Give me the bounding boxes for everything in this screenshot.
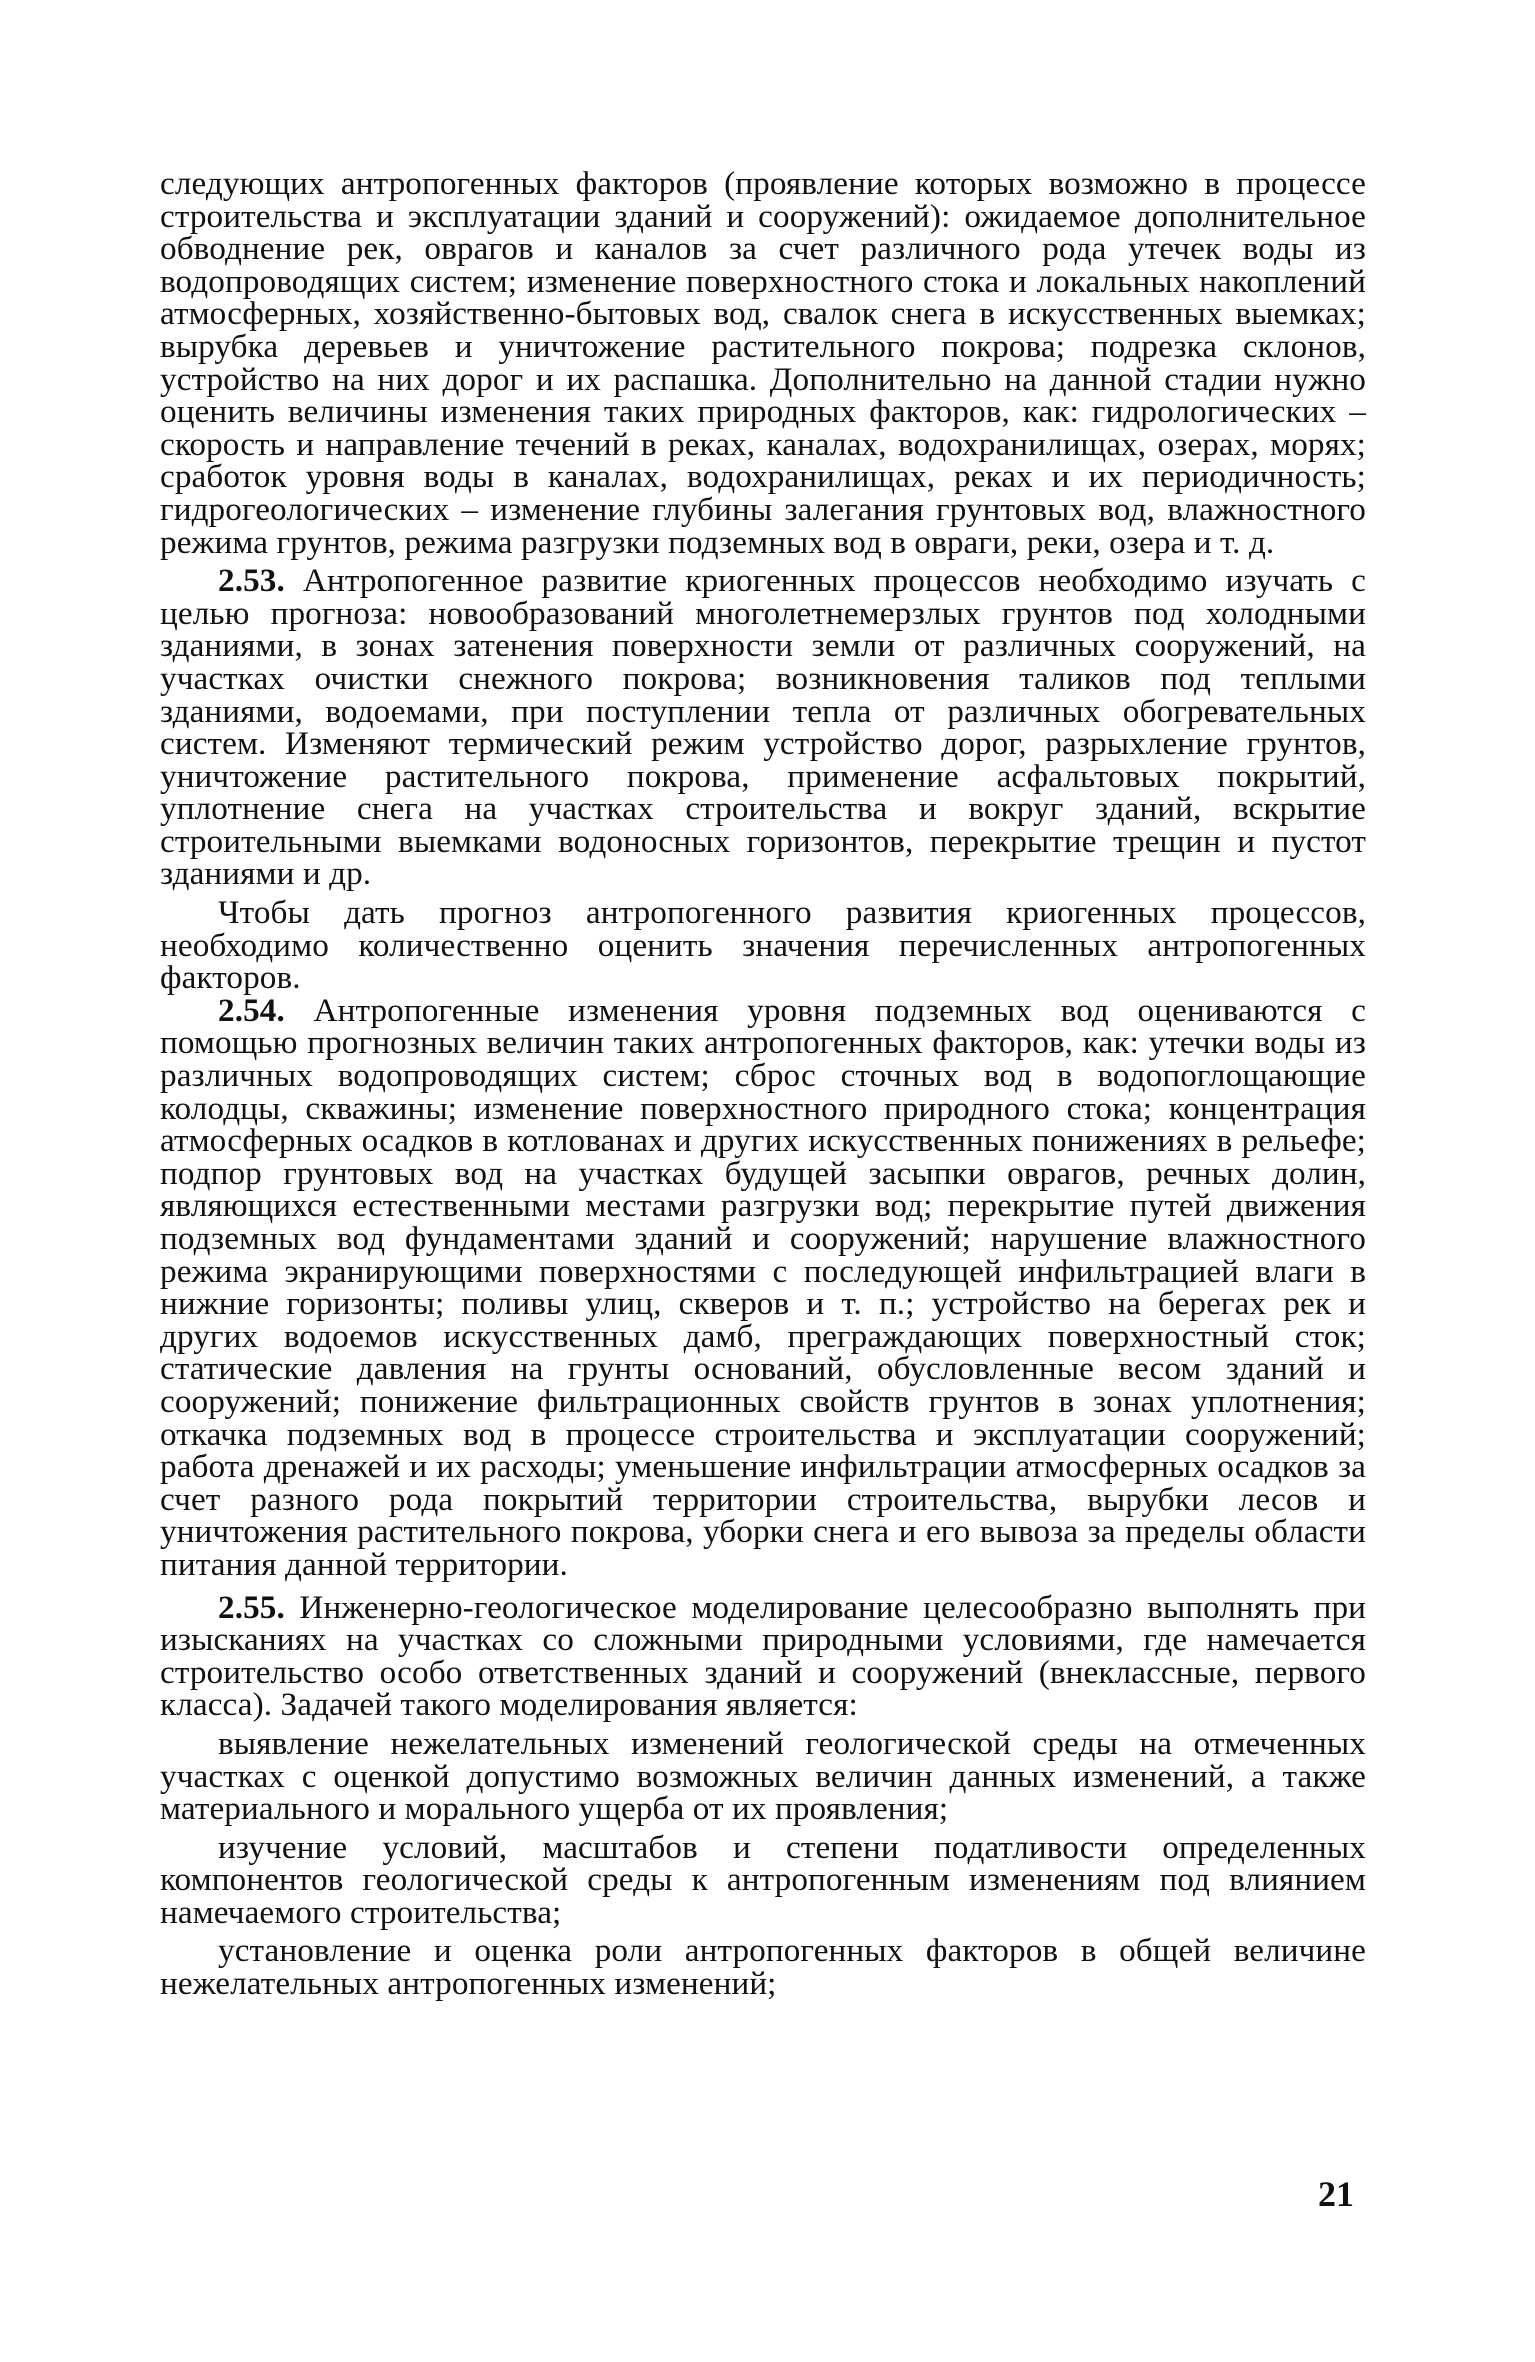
paragraph-text: Антропогенное развитие криогенных процессов необходимо изучать с целью прогноза: новообразований многолетнемерзлых грунтов под холодными зданиями, в зонах затенения поверхности земли от различных сооружений, на участках очистки снежного покрова; возникновения таликов под теплыми зданиями, водоемами, при поступлении тепла от различных обогревательных систем. Изменяют термический режим устройство дорог, разрыхление грунтов, уничтожение растительного покрова, применение асфальтовых покрытий, уплотнение снега на участках строительства и вокруг зданий, вскрытие строительными выемками водоносных горизонтов, перекрытие трещин и пустот зданиями и др. [160, 562, 1366, 893]
paragraph-forecast-note [160, 894, 1366, 997]
paragraph-2-54 [160, 991, 1366, 1583]
paragraph-2-55 [160, 1588, 1367, 1724]
paragraph-text: установление и оценка роли антропогенных факторов в общей величине нежелательных антропогенных изменений; [160, 1932, 1366, 2003]
paragraph-text: Инженерно-геологическое моделирование целесообразно выполнять при изысканиях на участках со сложными природными условиями, где намечается строительство особо ответственных зданий и сооружений (внеклассные, первого класса). Задачей такого моделирования является: [160, 1588, 1367, 1724]
list-item-study [160, 1828, 1366, 1931]
paragraph-continuation [160, 165, 1366, 561]
paragraph-text: Антропогенные изменения уровня подземных вод оцениваются с помощью прогнозных величин таких антропогенных факторов, как: утечки воды из различных водопроводящих систем; сброс сточных вод в водопоглощающие колодцы, скважины; изменение поверхностного природного стока; концентрация атмосферных осадков в котлованах и других искусственных понижениях в рельефе; подпор грунтовых вод на участках будущей засыпки оврагов, речных долин, являющихся естественными местами разгрузки вод; перекрытие путей движения подземных вод фундаментами зданий и сооружений; нарушение влажностного режима экранирующими поверхностями с последующей инфильтрацией влаги в нижние горизонты; поливы улиц, скверов и т. п.; устройство на берегах рек и других водоемов искусственных дамб, преграждающих поверхностный сток; статические давления на грунты оснований, обусловленные весом зданий и сооружений; понижение фильтрационных свойств грунтов в зонах уплотнения; откачка подземных вод в процессе строительства и эксплуатации сооружений; работа дренажей и их расходы; уменьшение инфильтрации атмосферных осадков за счет разного рода покрытий территории строительства, вырубки лесов и уничтожения растительного покрова, уборки снега и его вывоза за пределы области питания данной территории. [160, 991, 1366, 1583]
paragraph-2-53 [160, 562, 1366, 893]
section-number: 2.54. [218, 991, 285, 1029]
list-item-assessment [160, 1932, 1366, 2003]
paragraph-text: следующих антропогенных факторов (проявление которых возможно в процессе строительства и эксплуатации зданий и сооружений): ожидаемое дополнительное обводнение рек, оврагов и каналов за счет различного рода утечек воды из водопроводящих систем; изменение поверхностного стока и локальных накоплений атмосферных, хозяйственно-бытовых вод, свалок снега в искусственных выемках; вырубка деревьев и уничтожение растительного покрова; подрезка склонов, устройство на них дорог и их распашка. Дополнительно на данной стадии нужно оценить величины изменения таких природных факторов, как: гидрологических – скорость и направление течений в реках, каналах, водохранилищах, озерах, морях; сработок уровня воды в каналах, водохранилищах, реках и их периодичность; гидрогеологических – изменение глубины залегания грунтовых вод, влажностного режима грунтов, режима разгрузки подземных вод в овраги, реки, озера и т. д. [160, 165, 1366, 561]
list-item-identification [160, 1724, 1366, 1828]
page-body [160, 165, 1367, 2003]
paragraph-text: Чтобы дать прогноз антропогенного развития криогенных процессов, необходимо количественно оценить значения перечисленных антропогенных факторов. [160, 894, 1366, 997]
section-number: 2.53. [218, 562, 285, 600]
page-number: 21 [1318, 2174, 1354, 2214]
section-number: 2.55. [218, 1588, 285, 1626]
paragraph-text: выявление нежелательных изменений геологической среды на отмеченных участках с оценкой допустимо возможных величин данных изменений, а также материального и морального ущерба от их проявления; [160, 1724, 1366, 1828]
paragraph-text: изучение условий, масштабов и степени податливости определенных компонентов геологической среды к антропогенным изменениям под влиянием намечаемого строительства; [160, 1828, 1366, 1931]
